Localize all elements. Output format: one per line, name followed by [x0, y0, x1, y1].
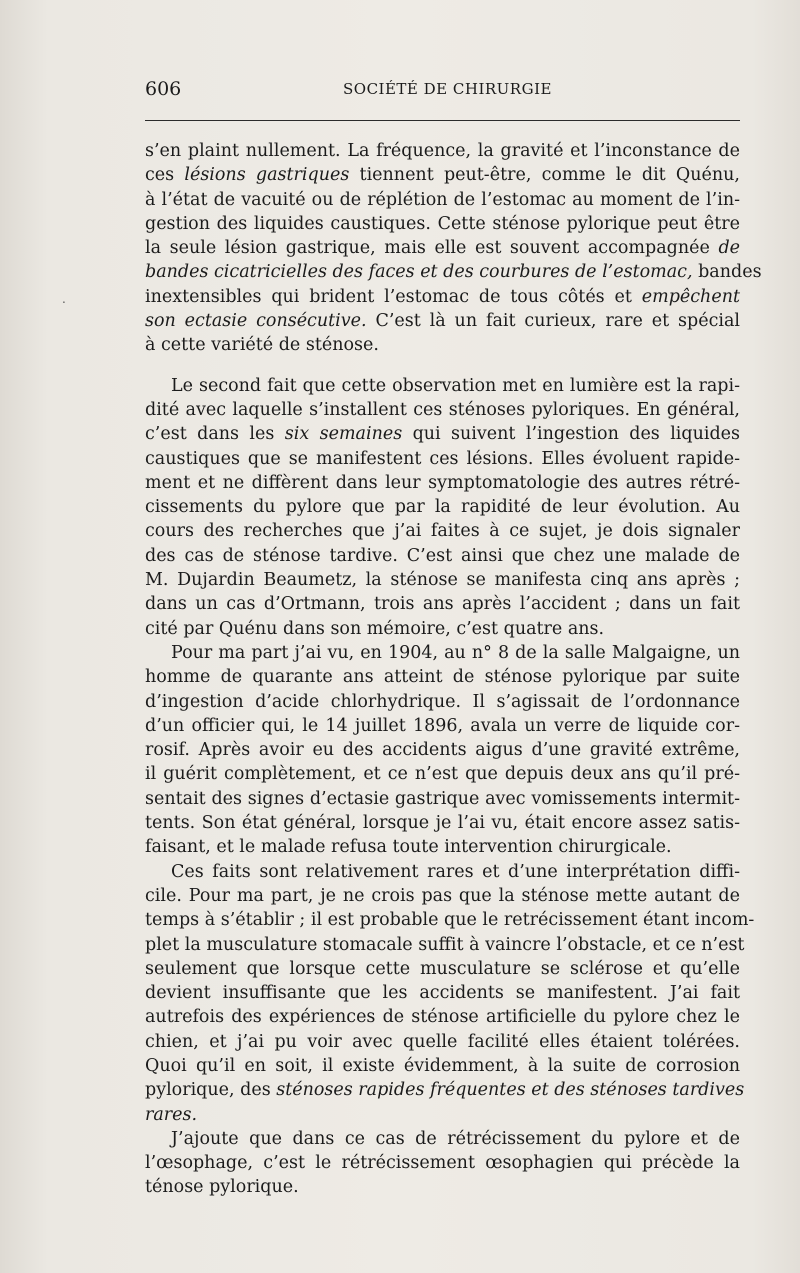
line-text: cours des recherches que j’ai faites à ce sujet, je dois signaler [145, 521, 740, 542]
italic-text: rares. [145, 1104, 198, 1125]
italic-text: empêchent [641, 286, 740, 307]
line-text: plet la musculature stomacale suffit à vaincre l’obstacle, et ce n’est [145, 934, 745, 955]
paragraph [145, 641, 740, 860]
running-title: SOCIÉTÉ DE CHIRURGIE [343, 80, 552, 98]
italic-text: bandes cicatricielles des faces et des courbures de l’estomac, [145, 262, 693, 283]
text-line [145, 447, 740, 471]
text-line [145, 188, 740, 212]
text-line [145, 835, 740, 859]
line-text: ment et ne diffèrent dans leur symptomatologie des autres rétré- [145, 472, 740, 493]
line-text: cile. Pour ma part, je ne crois pas que la sténose mette autant de [145, 885, 740, 906]
line-text: J’ajoute que dans ce cas de rétrécissement du pylore et de [171, 1128, 740, 1149]
page-header [145, 78, 740, 102]
text-line [145, 690, 740, 714]
text-line [145, 1005, 740, 1029]
text-line [145, 495, 740, 519]
text-line [145, 568, 740, 592]
line-text: sentait des signes d’ectasie gastrique avec vomissements intermit- [145, 788, 740, 809]
line-text: s’en plaint nullement. La fréquence, la gravité et l’inconstance de [145, 141, 740, 161]
text-line [145, 933, 745, 957]
line-text: la seule lésion gastrique, mais elle est souvent accompagnée [145, 238, 719, 259]
line-text: faisant, et le malade refusa toute intervention chirurgicale. [145, 837, 672, 858]
text-line [145, 1175, 740, 1199]
text-line [145, 1151, 740, 1175]
text-line [145, 422, 740, 446]
italic-text: sténoses rapides fréquentes et des sténoses tardives [276, 1080, 745, 1101]
line-text: il guérit complètement, et ce n’est que depuis deux ans qu’il pré- [145, 764, 740, 785]
text-line [145, 884, 740, 908]
line-text: caustiques que se manifestent ces lésions. Elles évoluent rapide- [145, 448, 740, 469]
line-text: dité avec laquelle s’installent ces sténoses pyloriques. En général, [145, 399, 740, 420]
text-line [145, 1103, 740, 1127]
line-text: c’est dans les [145, 424, 285, 445]
text-line [145, 163, 740, 187]
margin-mark: . [62, 292, 66, 306]
text-line [145, 592, 740, 616]
line-text: M. Dujardin Beaumetz, la sténose se manifesta cinq ans après ; [145, 570, 740, 591]
line-text: Quoi qu’il en soit, il existe évidemment, à la suite de corrosion [145, 1055, 740, 1076]
line-text: seulement que lorsque cette musculature se sclérose et qu’elle [145, 958, 740, 979]
line-text: devient insuffisante que les accidents se manifestent. J’ai fait [145, 983, 740, 1004]
italic-text: six semaines [284, 424, 403, 445]
page-number: 606 [145, 78, 182, 100]
paragraph [145, 374, 740, 641]
text-line [145, 309, 740, 333]
italic-text: son ectasie consécutive. [145, 311, 367, 332]
line-text: Ces faits sont relativement rares et d’une interprétation diffi- [171, 861, 740, 882]
line-text: pylorique, des [145, 1080, 277, 1101]
line-text: C’est là un fait curieux, rare et spécial [366, 311, 740, 332]
text-line [145, 1030, 740, 1054]
paragraph [145, 139, 762, 358]
line-text: cissements du pylore que par la rapidité de leur évolution. Au [145, 497, 740, 518]
paragraph-gap [145, 358, 740, 374]
line-text: autrefois des expériences de sténose artificielle du pylore chez le [145, 1007, 740, 1028]
line-text: rosif. Après avoir eu des accidents aigus d’une gravité extrême, [145, 740, 740, 761]
line-text: Pour ma part j’ai vu, en 1904, au n° 8 de la salle Malgaigne, un [171, 642, 740, 663]
line-text: à cette variété de sténose. [145, 335, 379, 356]
line-text: d’un officier qui, le 14 juillet 1896, avala un verre de liquide cor- [145, 715, 740, 736]
text-line [145, 212, 740, 236]
text-line [145, 519, 740, 543]
text-line [145, 236, 740, 260]
paragraph [145, 860, 755, 1127]
text-line [145, 957, 740, 981]
text-line [145, 544, 740, 568]
text-line [145, 1054, 740, 1078]
text-line [145, 908, 755, 932]
italic-text: de [718, 238, 740, 259]
text-line [145, 811, 740, 835]
header-rule [145, 120, 740, 121]
line-text: d’ingestion d’acide chlorhydrique. Il s’agissait de l’ordonnance [145, 691, 740, 712]
line-text: Le second fait que cette observation met en lumière est la rapi- [171, 375, 740, 396]
text-line [145, 398, 740, 422]
line-text: inextensibles qui brident l’estomac de tous côtés et [145, 286, 642, 307]
text-line [145, 665, 740, 689]
line-text: dans un cas d’Ortmann, trois ans après l’accident ; dans un fait [145, 594, 740, 615]
paragraph [145, 1127, 740, 1200]
text-line [145, 333, 740, 357]
text-line [145, 641, 740, 665]
text-line [145, 374, 740, 398]
text-line [145, 1078, 745, 1102]
text-line [145, 981, 740, 1005]
line-text: ténose pylorique. [145, 1177, 299, 1198]
line-text: homme de quarante ans atteint de sténose pylorique par suite [145, 667, 740, 688]
line-text: tiennent peut-être, comme le dit Quénu, [349, 165, 740, 186]
text-line [145, 285, 740, 309]
text-line [145, 860, 740, 884]
line-text: gestion des liquides caustiques. Cette sténose pylorique peut être [145, 213, 740, 234]
text-line [145, 139, 740, 163]
line-text: cité par Quénu dans son mémoire, c’est quatre ans. [145, 618, 605, 639]
italic-text: lésions gastriques [184, 165, 350, 186]
line-text: bandes [692, 262, 762, 283]
text-line [145, 738, 740, 762]
text-line [145, 260, 762, 284]
line-text: à l’état de vacuité ou de réplétion de l’estomac au moment de l’in- [145, 189, 740, 210]
text-line [145, 787, 740, 811]
text-line [145, 471, 740, 495]
line-text: ces [145, 165, 185, 186]
line-text: chien, et j’ai pu voir avec quelle facilité elles étaient tolérées. [145, 1031, 740, 1052]
line-text: temps à s’établir ; il est probable que le retrécissement étant incom- [145, 910, 755, 931]
text-line [145, 762, 740, 786]
body-text [145, 139, 762, 1200]
text-line [145, 1127, 740, 1151]
line-text: des cas de sténose tardive. C’est ainsi que chez une malade de [145, 545, 740, 566]
text-line [145, 714, 740, 738]
line-text: tents. Son état général, lorsque je l’ai vu, était encore assez satis- [145, 813, 740, 834]
line-text: l’œsophage, c’est le rétrécissement œsophagien qui précède la [145, 1153, 740, 1174]
text-line [145, 617, 740, 641]
line-text: qui suivent l’ingestion des liquides [402, 424, 740, 445]
